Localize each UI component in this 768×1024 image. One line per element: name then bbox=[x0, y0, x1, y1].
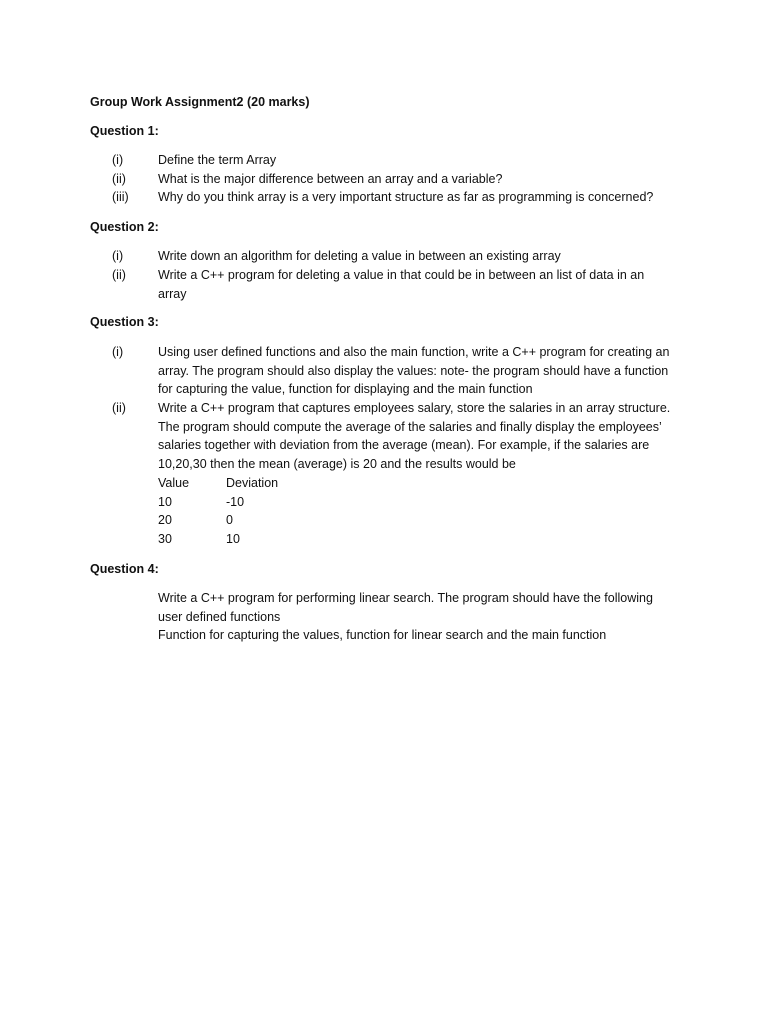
question-2-heading: Question 2: bbox=[90, 220, 159, 234]
table-header-cell: Deviation bbox=[226, 476, 279, 490]
q1-item-number: (i) bbox=[112, 153, 124, 167]
question-3-heading: Question 3: bbox=[90, 315, 159, 329]
q2-item-text: Write down an algorithm for deleting a value in between an existing array bbox=[158, 249, 561, 263]
q4-paragraph: Write a C++ program for performing linear search. The program should have the following user defined functions bbox=[158, 591, 653, 624]
table-cell: 10 bbox=[226, 531, 240, 546]
q2-item-text: Write a C++ program for deleting a value in that could be in between an list of data in an array bbox=[158, 268, 645, 301]
q2-item-number: (i) bbox=[112, 249, 124, 263]
table-row bbox=[158, 530, 306, 549]
q3-item-number: (i) bbox=[112, 345, 124, 359]
q1-item-text: Why do you think array is a very important structure as far as programming is concerned? bbox=[158, 190, 654, 204]
table-cell: -10 bbox=[226, 494, 245, 509]
table-header-row bbox=[158, 474, 306, 493]
table-cell: 0 bbox=[226, 513, 233, 528]
q1-item-number: (iii) bbox=[112, 190, 129, 204]
q4-paragraph: Function for capturing the values, function for linear search and the main function bbox=[158, 628, 607, 642]
question-4-heading: Question 4: bbox=[90, 562, 159, 576]
q2-item-number: (ii) bbox=[112, 268, 126, 282]
q1-item-text: Define the term Array bbox=[158, 153, 277, 167]
q3-item-text: Write a C++ program that captures employees salary, store the salaries in an array structure. The program should compute the average of the salaries and finally display the employees’ salaries together with deviation from the average (mean). For example, if the salaries are 10,20,30 then the mean (average) is 20 and the results would be bbox=[158, 401, 671, 471]
table-header-cell: Value bbox=[158, 476, 190, 490]
q1-item-text: What is the major difference between an array and a variable? bbox=[158, 172, 503, 186]
deviation-table bbox=[158, 474, 306, 548]
table-cell: 10 bbox=[158, 494, 172, 509]
document-title: Group Work Assignment2 (20 marks) bbox=[90, 95, 310, 109]
table-row bbox=[158, 511, 306, 530]
table-row bbox=[158, 493, 306, 512]
q1-item-number: (ii) bbox=[112, 172, 126, 186]
table-cell: 20 bbox=[158, 513, 172, 528]
question-1-heading: Question 1: bbox=[90, 124, 159, 138]
table-cell: 30 bbox=[158, 531, 172, 546]
q3-item-number: (ii) bbox=[112, 401, 126, 415]
q3-item-text: Using user defined functions and also the main function, write a C++ program for creating an array. The program should also display the values: note- the program should have a function for capturing the value, function for displaying and the main function bbox=[158, 345, 670, 397]
